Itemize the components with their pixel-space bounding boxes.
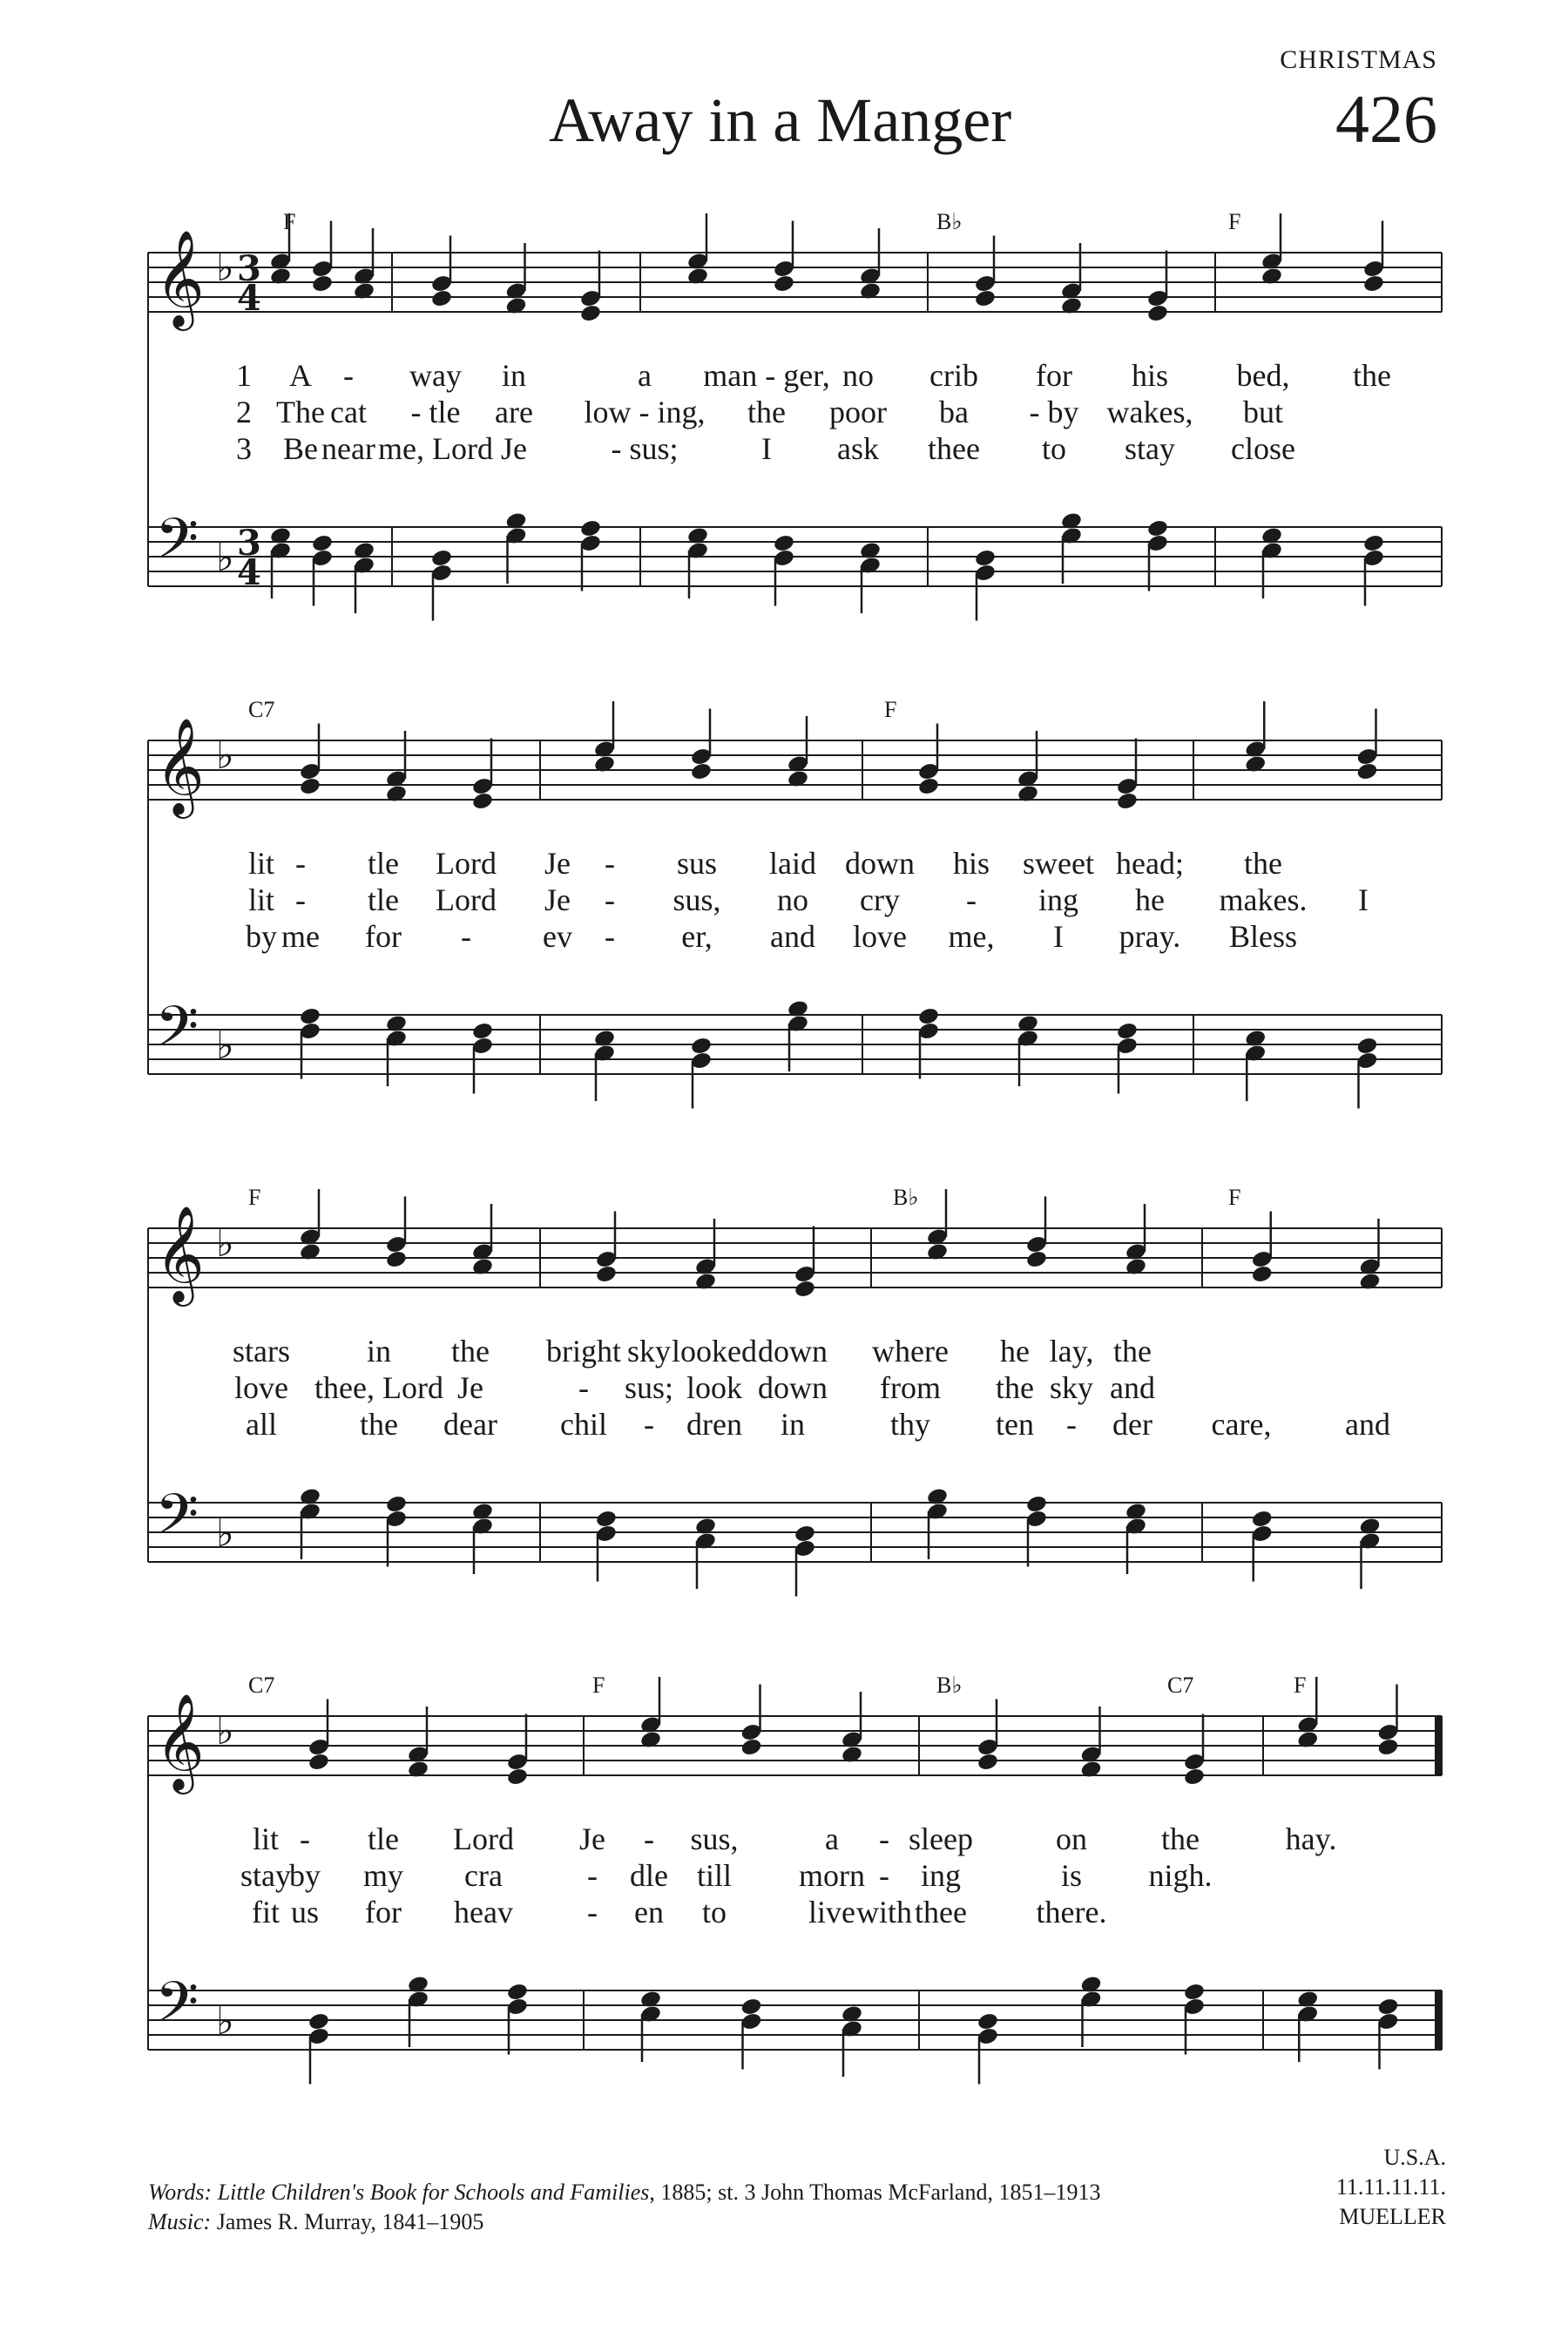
svg-text:♭: ♭ — [216, 536, 234, 580]
lyric-syllable: - — [1066, 1407, 1077, 1442]
lyric-syllable: sus; — [624, 1370, 674, 1405]
chord-symbol: F — [1228, 209, 1241, 234]
words-source: Little Children's Book for Schools and Families — [217, 2180, 650, 2205]
lyric-syllable: and — [1110, 1370, 1155, 1405]
lyric-syllable: in — [780, 1407, 806, 1442]
lyric-syllable: no — [842, 358, 874, 393]
lyric-syllable: Lord — [436, 882, 497, 917]
lyric-syllable: dren — [686, 1407, 742, 1442]
lyric-syllable: - — [295, 882, 306, 917]
lyric-line-verse-1 — [0, 1333, 1568, 1369]
lyric-syllable: ing — [1037, 882, 1079, 917]
lyric-syllable: heav — [454, 1895, 513, 1930]
lyric-syllable: Lord — [436, 846, 497, 881]
lyric-syllable: sweet — [1023, 846, 1094, 881]
lyric-syllable: sus, — [672, 882, 721, 917]
lyric-syllable: head; — [1116, 846, 1184, 881]
music-detail: James R. Murray, 1841–1905 — [216, 2209, 484, 2234]
chord-symbol: B♭ — [936, 1673, 963, 1698]
svg-text:3: 3 — [237, 248, 261, 289]
lyric-syllable: me, Lord — [378, 431, 493, 466]
section-label: CHRISTMAS — [1280, 45, 1437, 74]
lyric-syllable: ba — [939, 395, 969, 429]
tune-meta — [1336, 2143, 1446, 2232]
lyric-syllable: way — [409, 358, 462, 393]
lyric-syllable: Je — [544, 846, 571, 881]
lyric-syllable: the — [451, 1334, 490, 1369]
lyric-syllable: all — [246, 1407, 277, 1442]
lyric-syllable: - — [587, 1895, 598, 1930]
lyric-syllable: - — [578, 1370, 589, 1405]
lyric-syllable: love — [234, 1370, 288, 1405]
lyric-syllable: thee, Lord — [314, 1370, 443, 1405]
lyric-syllable: live — [808, 1895, 855, 1930]
svg-text:3: 3 — [237, 523, 261, 564]
lyric-line-verse-1 — [0, 357, 1568, 394]
music-system-1 — [0, 200, 1568, 636]
lyric-syllable: thee — [915, 1895, 967, 1930]
lyric-line-verse-1 — [0, 1821, 1568, 1857]
lyric-syllable: on — [1056, 1821, 1087, 1856]
tune-origin: U.S.A. — [1383, 2145, 1446, 2170]
lyric-syllable: close — [1231, 431, 1295, 466]
lyric-syllable: are — [495, 395, 533, 429]
svg-text:𝄞: 𝄞 — [155, 717, 205, 814]
lyric-line-verse-3 — [0, 1406, 1568, 1443]
music-system-3 — [0, 1176, 1568, 1612]
lyric-syllable: for — [365, 919, 402, 954]
lyric-syllable: lit — [247, 846, 275, 881]
svg-text:𝄞: 𝄞 — [155, 1693, 205, 1790]
lyric-syllable: the — [747, 395, 786, 429]
lyric-syllable: his — [1131, 358, 1169, 393]
lyric-syllable: - — [605, 846, 615, 881]
lyric-syllable: er, — [681, 919, 713, 954]
lyric-syllable: ing — [920, 1858, 962, 1893]
lyric-syllable: A — [289, 358, 312, 393]
lyric-syllable: look — [686, 1370, 743, 1405]
lyric-line-verse-2 — [0, 1857, 1568, 1894]
lyric-syllable: - — [879, 1821, 889, 1856]
svg-text:𝄞: 𝄞 — [155, 229, 205, 327]
hymn-title: Away in a Manger — [549, 85, 1012, 155]
words-credit — [148, 2178, 1455, 2207]
lyric-syllable: - — [644, 1821, 654, 1856]
lyric-syllable: but — [1242, 395, 1284, 429]
lyric-syllable: cry — [860, 882, 900, 917]
credits — [148, 2178, 1455, 2237]
lyric-syllable: cra — [464, 1858, 503, 1893]
lyric-syllable: is — [1060, 1858, 1083, 1893]
svg-text:♭: ♭ — [216, 1709, 234, 1754]
chord-symbol: B♭ — [936, 209, 963, 234]
lyric-syllable: - — [587, 1858, 598, 1893]
lyric-syllable: care, — [1211, 1407, 1272, 1442]
lyric-syllable: The — [276, 395, 325, 429]
lyric-syllable: sleep — [909, 1821, 973, 1856]
lyric-syllable: stay — [240, 1858, 291, 1893]
music-credit — [148, 2207, 1455, 2237]
chord-symbol: F — [248, 1185, 261, 1210]
lyric-syllable: lit — [247, 882, 275, 917]
svg-text:♭: ♭ — [216, 1024, 234, 1068]
lyric-syllable: Lord — [453, 1821, 514, 1856]
lyric-syllable: for — [365, 1895, 402, 1930]
lyric-syllable: 2 — [236, 395, 252, 429]
lyric-syllable: in — [501, 358, 527, 393]
lyric-line-verse-2 — [0, 394, 1568, 430]
tune-meter: 11.11.11.11. — [1335, 2174, 1446, 2200]
lyric-syllable: - — [605, 882, 615, 917]
lyric-syllable: low - ing, — [584, 395, 706, 429]
lyric-syllable: till — [696, 1858, 733, 1893]
lyric-syllable: to — [701, 1895, 727, 1930]
lyric-syllable: the — [1113, 1334, 1152, 1369]
lyric-syllable: - — [966, 882, 977, 917]
lyric-line-verse-3 — [0, 430, 1568, 467]
lyric-syllable: chil — [560, 1407, 607, 1442]
lyric-syllable: - — [343, 358, 354, 393]
lyric-syllable: I — [1053, 919, 1064, 954]
lyric-syllable: lit — [252, 1821, 280, 1856]
lyric-syllable: lay, — [1049, 1334, 1094, 1369]
lyric-syllable: sky — [1049, 1370, 1094, 1405]
lyric-syllable: my — [362, 1858, 404, 1893]
lyric-syllable: he — [1000, 1334, 1030, 1369]
lyric-syllable: bright — [546, 1334, 621, 1369]
lyric-syllable: Je — [457, 1370, 483, 1405]
svg-text:𝄢: 𝄢 — [155, 995, 199, 1073]
lyric-syllable: stay — [1125, 431, 1175, 466]
lyric-syllable: near — [321, 431, 375, 466]
lyric-syllable: crib — [929, 358, 978, 393]
lyric-syllable: he — [1135, 882, 1165, 917]
lyric-syllable: I — [761, 431, 772, 466]
lyric-syllable: - sus; — [611, 431, 679, 466]
chord-symbol: C7 — [1167, 1673, 1194, 1698]
chord-symbol: F — [283, 209, 296, 234]
lyric-line-verse-3 — [0, 918, 1568, 955]
lyric-syllable: dear — [443, 1407, 497, 1442]
svg-text:𝄞: 𝄞 — [155, 1205, 205, 1302]
lyric-syllable: me — [281, 919, 320, 954]
lyric-syllable: poor — [829, 395, 887, 429]
chord-symbol: F — [1228, 1185, 1241, 1210]
lyric-syllable: der — [1112, 1407, 1152, 1442]
lyric-syllable: wakes, — [1106, 395, 1193, 429]
lyric-line-verse-2 — [0, 882, 1568, 918]
lyric-syllable: by — [289, 1858, 321, 1893]
lyric-syllable: - — [605, 919, 615, 954]
lyric-syllable: tle — [368, 882, 399, 917]
lyric-syllable: a — [825, 1821, 839, 1856]
tune-name: MUELLER — [1339, 2204, 1446, 2229]
lyric-syllable: 3 — [236, 431, 252, 466]
lyric-syllable: tle — [368, 1821, 399, 1856]
chord-symbol: F — [592, 1673, 605, 1698]
lyric-syllable: looked — [672, 1334, 757, 1369]
lyric-syllable: down — [845, 846, 915, 881]
lyric-syllable: by — [246, 919, 277, 954]
lyric-line-verse-3 — [0, 1894, 1568, 1930]
hymn-header — [0, 0, 1568, 192]
lyric-syllable: morn — [799, 1858, 865, 1893]
lyric-syllable: no — [777, 882, 808, 917]
lyric-syllable: tle — [368, 846, 399, 881]
lyric-syllable: a — [638, 358, 652, 393]
lyric-syllable: from — [880, 1370, 941, 1405]
lyric-syllable: man - ger, — [703, 358, 830, 393]
lyric-line-verse-2 — [0, 1369, 1568, 1406]
chord-symbol: C7 — [248, 1673, 275, 1698]
chord-symbol: F — [1294, 1673, 1307, 1698]
lyric-syllable: - — [879, 1858, 889, 1893]
svg-text:♭: ♭ — [216, 1511, 234, 1556]
lyric-syllable: me, — [948, 919, 995, 954]
lyric-syllable: makes. — [1219, 882, 1308, 917]
lyric-syllable: love — [853, 919, 907, 954]
lyric-syllable: I — [1358, 882, 1369, 917]
lyric-syllable: laid — [769, 846, 816, 881]
words-detail: , 1885; st. 3 John Thomas McFarland, 1851–1913 — [649, 2180, 1101, 2205]
lyric-syllable: to — [1041, 431, 1067, 466]
lyric-syllable: his — [952, 846, 990, 881]
lyric-syllable: sus, — [690, 1821, 739, 1856]
lyric-syllable: down — [758, 1334, 828, 1369]
svg-text:𝄢: 𝄢 — [155, 1970, 199, 2049]
lyric-syllable: dle — [630, 1858, 668, 1893]
lyric-syllable: fit — [252, 1895, 280, 1930]
svg-text:♭: ♭ — [216, 1999, 234, 2044]
lyric-syllable: pray. — [1119, 919, 1181, 954]
lyric-syllable: and — [770, 919, 815, 954]
lyric-syllable: the — [1244, 846, 1282, 881]
lyric-syllable: the — [360, 1407, 398, 1442]
lyric-syllable: there. — [1036, 1895, 1107, 1930]
lyric-syllable: - — [644, 1407, 654, 1442]
lyric-syllable: hay. — [1285, 1821, 1337, 1856]
lyric-syllable: bed, — [1236, 358, 1290, 393]
svg-text:♭: ♭ — [216, 1221, 234, 1266]
lyric-syllable: the — [996, 1370, 1034, 1405]
lyric-syllable: thy — [889, 1407, 931, 1442]
lyric-syllable: ev — [543, 919, 572, 954]
lyric-syllable: Je — [501, 431, 527, 466]
lyric-syllable: down — [758, 1370, 828, 1405]
lyric-syllable: in — [366, 1334, 392, 1369]
lyric-syllable: nigh. — [1148, 1858, 1213, 1893]
music-system-4 — [0, 1664, 1568, 2099]
svg-text:4: 4 — [237, 552, 261, 593]
lyric-syllable: - tle — [410, 395, 461, 429]
lyric-syllable: Bless — [1228, 919, 1298, 954]
lyric-syllable: Je — [579, 1821, 605, 1856]
lyric-syllable: for — [1036, 358, 1072, 393]
chord-symbol: B♭ — [893, 1185, 919, 1210]
lyric-syllable: 1 — [236, 358, 252, 393]
lyric-syllable: Be — [283, 431, 318, 466]
lyric-syllable: - — [300, 1821, 310, 1856]
lyric-syllable: - — [461, 919, 471, 954]
lyric-syllable: sky — [626, 1334, 672, 1369]
hymn-number: 426 — [1335, 81, 1437, 157]
words-label: Words: — [148, 2180, 213, 2205]
lyric-syllable: en — [634, 1895, 664, 1930]
music-label: Music: — [148, 2209, 212, 2234]
lyric-syllable: ask — [837, 431, 879, 466]
svg-text:𝄢: 𝄢 — [155, 1483, 199, 1561]
lyric-syllable: sus — [676, 846, 718, 881]
lyric-syllable: stars — [233, 1334, 290, 1369]
svg-text:4: 4 — [237, 278, 261, 319]
lyric-syllable: and — [1345, 1407, 1390, 1442]
lyric-line-verse-1 — [0, 845, 1568, 882]
lyric-syllable: us — [290, 1895, 320, 1930]
lyric-syllable: - by — [1029, 395, 1079, 429]
svg-text:𝄢: 𝄢 — [155, 507, 199, 585]
chord-symbol: C7 — [248, 697, 275, 722]
lyric-syllable: where — [872, 1334, 949, 1369]
lyric-syllable: - — [295, 846, 306, 881]
lyric-syllable: cat — [330, 395, 367, 429]
lyric-syllable: ten — [996, 1407, 1034, 1442]
lyric-syllable: thee — [928, 431, 980, 466]
music-system-2 — [0, 688, 1568, 1124]
lyric-syllable: the — [1161, 1821, 1200, 1856]
svg-text:♭: ♭ — [216, 246, 234, 290]
lyric-syllable: Je — [544, 882, 571, 917]
svg-text:♭: ♭ — [216, 733, 234, 778]
lyric-syllable: with — [855, 1895, 913, 1930]
chord-symbol: F — [884, 697, 897, 722]
lyric-syllable: the — [1353, 358, 1391, 393]
